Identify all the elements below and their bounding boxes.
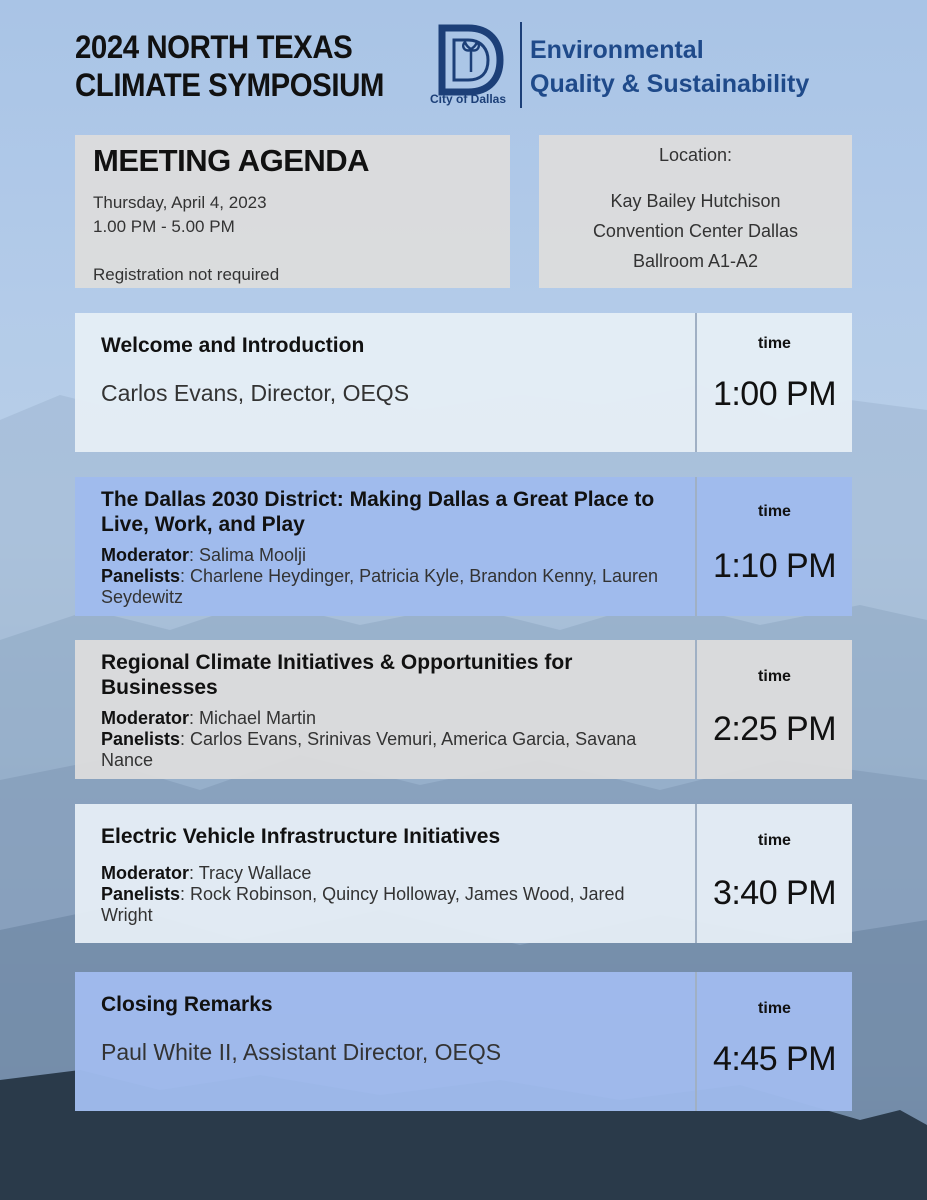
panelists-label: Panelists [101,566,181,586]
session-closing-remarks [75,972,852,1111]
session-roles [101,863,669,926]
panelists-names: : Carlos Evans, Srinivas Vemuri, America Garcia, Savana Nance [101,729,637,770]
session-welcome [75,313,852,452]
session-time: 1:10 PM [712,547,837,585]
session-regional-climate [75,640,852,779]
time-label: time [758,1000,791,1017]
time-label: time [758,668,791,685]
department-name [530,33,809,101]
location-line-3: Ballroom A1-A2 [632,251,759,271]
time-label: time [758,832,791,849]
time-label: time [758,503,791,520]
session-time: 2:25 PM [712,710,837,748]
event-title [75,28,411,104]
moderator-label: Moderator [101,863,190,883]
location-label: Location: [658,145,733,165]
panelists-label: Panelists [101,729,181,749]
location-box [539,135,852,288]
agenda-title: MEETING AGENDA [93,143,370,178]
session-time: 1:00 PM [712,375,837,413]
moderator-label: Moderator [101,545,190,565]
event-title-line-2: CLIMATE SYMPOSIUM [75,67,384,103]
moderator-name: : Tracy Wallace [189,863,312,883]
session-electric-vehicle [75,804,852,943]
session-time-cell [697,804,852,943]
session-roles [101,708,669,771]
event-title-line-1: 2024 NORTH TEXAS [75,29,353,65]
panelists-names: : Charlene Heydinger, Patricia Kyle, Brandon Kenny, Lauren Seydewitz [101,566,658,607]
location-line-2: Convention Center Dallas [592,221,799,241]
department-name-line-2: Quality & Sustainability [530,70,810,98]
time-label: time [758,335,791,352]
agenda-date: Thursday, April 4, 2023 [93,193,267,212]
meeting-agenda-box [75,135,510,288]
session-time: 3:40 PM [712,874,837,912]
session-title: Regional Climate Initiatives & Opportunities for Businesses [101,651,573,699]
session-speaker: Paul White II, Assistant Director, OEQS [101,1039,502,1065]
location-line-1: Kay Bailey Hutchison [610,191,781,211]
session-title: Electric Vehicle Infrastructure Initiatives [101,825,501,848]
session-time: 4:45 PM [712,1040,837,1078]
registration-note: Registration not required [93,265,280,284]
moderator-name: : Salima Moolji [189,545,307,565]
logo-caption: City of Dallas [430,92,507,106]
session-time-cell [697,640,852,779]
session-dallas-2030 [75,477,852,616]
moderator-name: : Michael Martin [189,708,317,728]
session-time-cell [697,972,852,1111]
panelists-label: Panelists [101,884,181,904]
session-time-cell [697,477,852,616]
moderator-label: Moderator [101,708,190,728]
session-time-cell [697,313,852,452]
agenda-hours: 1.00 PM - 5.00 PM [93,217,235,236]
session-speaker: Carlos Evans, Director, OEQS [101,380,410,406]
panelists-names: : Rock Robinson, Quincy Holloway, James Wood, Jared Wright [101,884,625,925]
department-name-line-1: Environmental [530,36,704,64]
session-title: Welcome and Introduction [101,334,365,357]
session-roles [101,545,669,608]
session-title: Closing Remarks [101,993,273,1016]
session-title: The Dallas 2030 District: Making Dallas a Great Place to Live, Work, and Play [101,488,655,536]
header-divider [520,22,522,108]
